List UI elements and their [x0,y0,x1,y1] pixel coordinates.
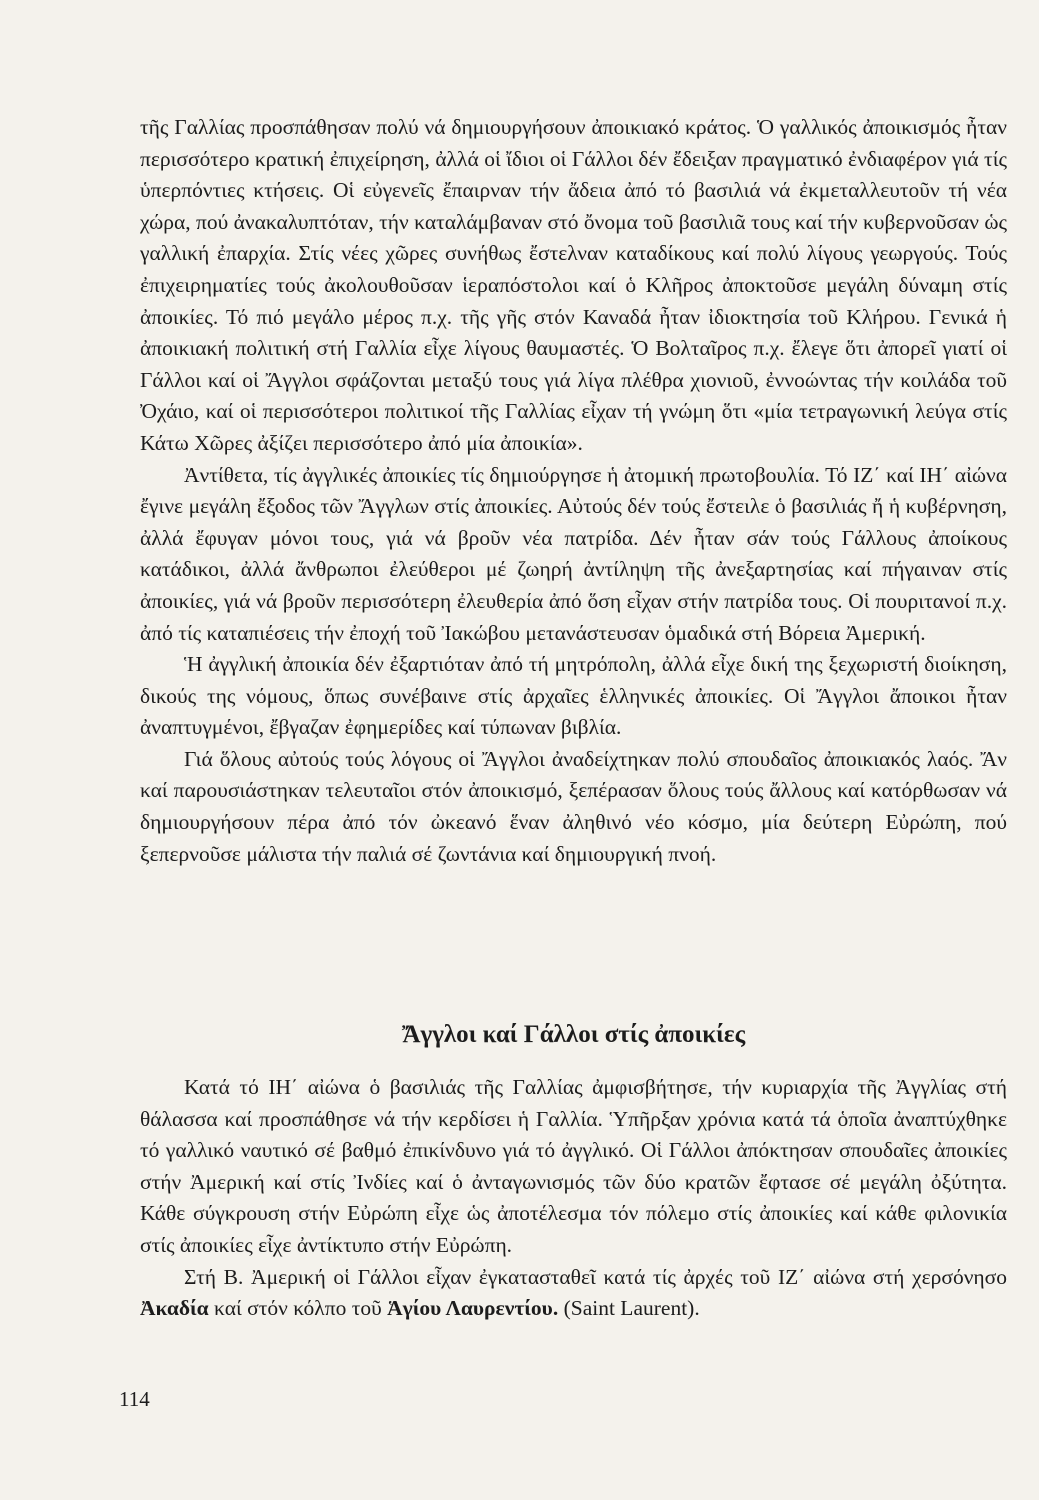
place-acadia: Ἀκαδία [140,1296,209,1321]
paragraph-north-america-end: (Saint Laurent). [563,1296,700,1321]
paragraph-north-america [140,1262,1007,1325]
paragraph-continuation: τῆς Γαλλίας προσπάθησαν πολύ νά δημιουργήσουν ἀποικιακό κράτος. Ὁ γαλλικός ἀποικισμός ἦταν περισσότερο κρατική ἐπιχείρηση, ἀλλά οἱ ἴδιοι οἱ Γάλλοι δέν ἔδειξαν πραγματικό ἐνδιαφέρον γιά τίς ὑπερπόντιες κτήσεις. Οἱ εὐγενεῖς ἔπαιρναν τήν ἄδεια ἀπό τό βασιλιά νά ἐκμεταλλευτοῦν τή νέα χώρα, πού ἀνακαλυπτόταν, τήν καταλάμβαναν στό ὄνομα τοῦ βασιλιᾶ τους καί τήν κυβερνοῦσαν ὡς γαλλική ἐπαρχία. Στίς νέες χῶρες συνήθως ἔστελναν καταδίκους καί πολύ λίγους γεωργούς. Τούς ἐπιχειρηματίες τούς ἀκολουθοῦσαν ἱεραπόστολοι καί ὁ Κλῆρος ἀποκτοῦσε μεγάλη δύναμη στίς ἀποικίες. Τό πιό μεγάλο μέρος π.χ. τῆς γῆς στόν Καναδά ἦταν ἰδιοκτησία τοῦ Κλήρου. Γενικά ἡ ἀποικιακή πολιτική στή Γαλλία εἶχε λίγους θαυμαστές. Ὁ Βολταῖρος π.χ. ἔλεγε ὅτι ἀπορεῖ γιατί οἱ Γάλλοι καί οἱ Ἄγγλοι σφάζονται μεταξύ τους γιά λίγα πλέθρα χιονιοῦ, ἐννοώντας τήν κοιλάδα τοῦ Ὀχάιο, καί οἱ περισσότεροι πολιτικοί τῆς Γαλλίας εἶχαν τή γνώμη ὅτι «μία τετραγωνική λεύγα στίς Κάτω Χῶρες ἀξίζει περισσότερο ἀπό μία ἀποικία». [140,115,1007,455]
section-heading: Ἄγγλοι καί Γάλλοι στίς ἀποικίες [401,1021,746,1048]
paragraph-english-colonial-people: Γιά ὅλους αὐτούς τούς λόγους οἱ Ἄγγλοι ἀναδείχτηκαν πολύ σπουδαῖος ἀποικιακός λαός. Ἄν καί παρουσιάστηκαν τελευταῖοι στόν ἀποικισμό, ξεπέρασαν ὅλους τούς ἄλλους καί κατόρθωσαν νά δημιουργήσουν πέρα ἀπό τόν ὠκεανό ἕναν ἀληθινό νέο κόσμο, μία δεύτερη Εὐρώπη, πού ξεπερνοῦσε μάλιστα τήν παλιά σέ ζωντάνια καί δημιουργική πνοή. [140,746,1007,866]
paragraph-rivalry: Κατά τό ΙΗ΄ αἰώνα ὁ βασιλιάς τῆς Γαλλίας ἀμφισβήτησε, τήν κυριαρχία τῆς Ἀγγλίας στή θάλασσα καί προσπάθησε νά τήν κερδίσει ἡ Γαλλία. Ὑπῆρξαν χρόνια κατά τά ὁποῖα ἀναπτύχθηκε τό γαλλικό ναυτικό σέ βαθμό ἐπικίνδυνο γιά τό ἀγγλικό. Οἱ Γάλλοι ἀπόκτησαν σπουδαῖες ἀποικίες στήν Ἀμερική καί στίς Ἰνδίες καί ὁ ἀνταγωνισμός τῶν δύο κρατῶν ἔφτασε σέ μεγάλη ὀξύτητα. Κάθε σύγκρουση στήν Εὐρώπη εἶχε ὡς ἀποτέλεσμα τόν πόλεμο στίς ἀποικίες καί κάθε φιλονικία στίς ἀποικίες εἶχε ἀντίκτυπο στήν Εὐρώπη. [140,1075,1007,1257]
paragraph-north-america-middle: καί στόν κόλπο τοῦ [214,1296,382,1321]
section-body-text [140,1072,1007,1325]
paragraph-english-colonies: Ἀντίθετα, τίς ἀγγλικές ἀποικίες τίς δημιούργησε ἡ ἀτομική πρωτοβουλία. Τό ΙΖ΄ καί ΙΗ΄ αἰώνα ἔγινε μεγάλη ἔξοδος τῶν Ἄγγλων στίς ἀποικίες. Αὐτούς δέν τούς ἔστειλε ὁ βασιλιάς ἤ ἡ κυβέρνηση, ἀλλά ἔφυγαν μόνοι τους, γιά νά βροῦν νέα πατρίδα. Δέν ἦταν σάν τούς Γάλλους ἀποίκους κατάδικοι, ἀλλά ἄνθρωποι ἐλεύθεροι μέ ζωηρή ἀντίληψη τῆς ἀνεξαρτησίας καί πήγαιναν στίς ἀποικίες, γιά νά βροῦν περισσότερη ἐλευθερία ἀπό ὅση εἶχαν στήν πατρίδα τους. Οἱ πουριτανοί π.χ. ἀπό τίς καταπιέσεις τήν ἐποχή τοῦ Ἰακώβου μετανάστευσαν ὁμαδικά στή Βόρεια Ἀμερική. [140,462,1007,645]
place-saint-laurent: Ἁγίου Λαυρεντίου. [387,1296,559,1321]
paragraph-english-colony-administration: Ἡ ἀγγλική ἀποικία δέν ἐξαρτιόταν ἀπό τή μητρόπολη, ἀλλά εἶχε δική της ξεχωριστή διοίκηση, δικούς της νόμους, ὅπως συνέβαινε στίς ἀρχαῖες ἑλληνικές ἀποικίες. Οἱ Ἄγγλοι ἄποικοι ἦταν ἀναπτυγμένοι, ἔβγαζαν ἐφημερίδες καί τύπωναν βιβλία. [140,652,1007,740]
body-text [140,112,1007,870]
paragraph-north-america-start: Στή Β. Ἀμερική οἱ Γάλλοι εἶχαν ἐγκατασταθεῖ κατά τίς ἀρχές τοῦ ΙΖ΄ αἰώνα στή χερσόνησο [184,1264,1007,1289]
page-number: 114 [119,1387,150,1411]
